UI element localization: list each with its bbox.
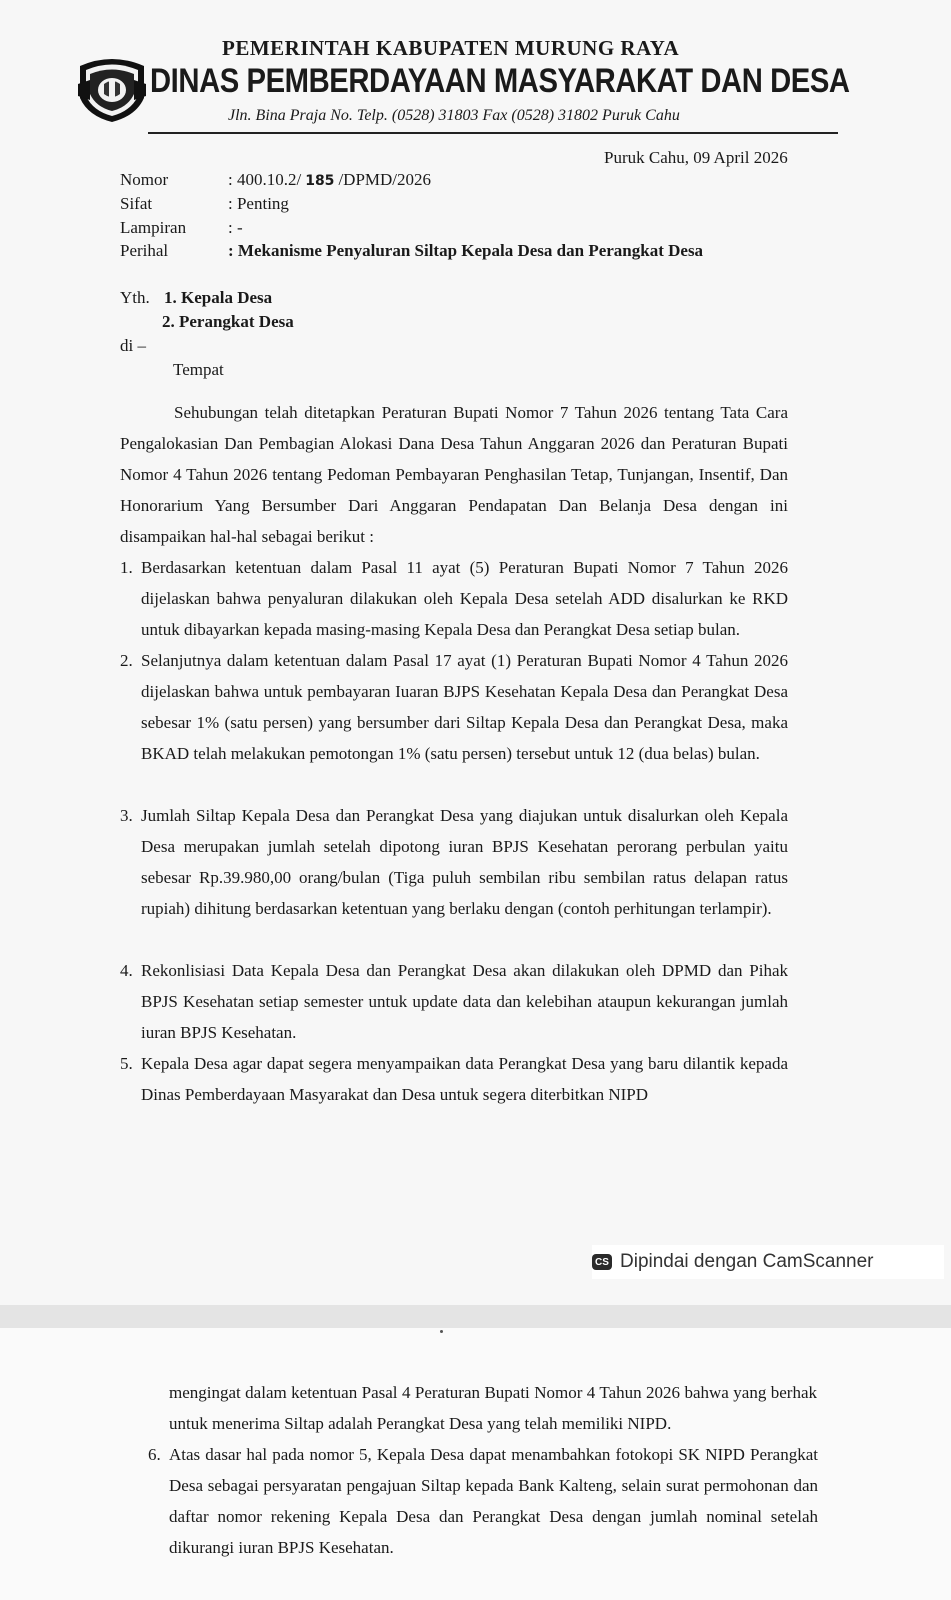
list-item-3: 3. Jumlah Siltap Kepala Desa dan Perangkat Desa yang diajukan untuk disalurkan oleh Kepala Desa merupakan jumlah setelah dipotong iuran BPJS Kesehatan perorang perbulan yaitu sebesar Rp.39.980,00 orang/bulan (Tiga puluh sembilan ribu sembilan ratus delapan ratus rupiah) dihitung berdasarkan ketentuan yang berlaku dengan (contoh perhitungan terlampir). [120,806,788,918]
list-item-2: 2. Selanjutnya dalam ketentuan dalam Pasal 17 ayat (1) Peraturan Bupati Nomor 4 Tahun 2026 dijelaskan bahwa untuk pembayaran Iuaran BJPS Kesehatan Kepala Desa dan Perangkat Desa sebesar 1% (satu persen) yang bersumber dari Siltap Kepala Desa dan Perangkat Desa, maka BKAD telah melakukan pemotongan 1% (satu persen) tersebut untuk 12 (dua belas) bulan. [120,651,788,763]
list-item-4: 4. Rekonlisiasi Data Kepala Desa dan Perangkat Desa akan dilakukan oleh DPMD dan Pihak BPJS Kesehatan setiap semester untuk update data dan kelebihan ataupun kekurangan jumlah iuran BPJS Kesehatan. [120,961,788,1042]
scan-speck [440,1330,443,1333]
recipient-2: 2. Perangkat Desa [162,312,294,331]
list-item-1: 1. Berdasarkan ketentuan dalam Pasal 11 ayat (5) Peraturan Bupati Nomor 7 Tahun 2026 dijelaskan bahwa penyaluran dilakukan oleh Kepala Desa setelah ADD disalurkan ke RKD untuk dibayarkan kepada masing-masing Kepala Desa dan Perangkat Desa setiap bulan. [120,558,788,639]
list-item-5: 5. Kepala Desa agar dapat segera menyampaikan data Perangkat Desa yang baru dilantik kepada Dinas Pemberdayaan Masyarakat dan Desa untuk segera diterbitkan NIPD [120,1054,788,1104]
meta-lampiran: Lampiran : - [120,218,243,237]
recipient-1: 1. Kepala Desa [164,288,273,307]
page-gap [0,1305,951,1328]
watermark-text: Dipindai dengan CamScanner [620,1251,874,1272]
regency-emblem-icon [76,54,148,124]
meta-nomor: Nomor : 400.10.2/ 185 /DPMD/2026 [120,170,432,189]
letterhead-address: Jln. Bina Praja No. Telp. (0528) 31803 Fax (0528) 31802 Puruk Cahu [228,107,680,124]
yth-label: Yth. [120,288,150,307]
meta-perihal: Perihal : Mekanisme Penyaluran Siltap Kepala Desa dan Perangkat Desa [120,241,704,260]
letterhead-government: PEMERINTAH KABUPATEN MURUNG RAYA [222,36,680,60]
tempat-label: Tempat [173,360,224,379]
list-item-6: 6. Atas dasar hal pada nomor 5, Kepala Desa dapat menambahkan fotokopi SK NIPD Perangkat Desa sebagai persyaratan pengajuan Siltap kepada Bank Kalteng, selain surat permohonan dan daftar nomor rekening Kepala Desa dan Perangkat Desa dengan jumlah nominal setelah dikurangi iuran BPJS Kesehatan. [148,1445,818,1557]
di-label: di – [120,336,146,355]
item-5-continuation: mengingat dalam ketentuan Pasal 4 Peraturan Bupati Nomor 4 Tahun 2026 bahwa yang berhak untuk menerima Siltap adalah Perangkat Desa yang telah memiliki NIPD. [169,1383,817,1433]
camscanner-watermark [592,1245,944,1279]
intro-paragraph: Sehubungan telah ditetapkan Peraturan Bupati Nomor 7 Tahun 2026 tentang Tata Cara Pengalokasian Dan Pembagian Alokasi Dana Desa Tahun Anggaran 2026 dan Peraturan Bupati Nomor 4 Tahun 2026 tentang Pedoman Pembayaran Penghasilan Tetap, Tunjangan, Insentif, Dan Honorarium Yang Bersumber Dari Anggaran Pendapatan Dan Belanja Desa dengan ini disampaikan hal-hal sebagai berikut : [120,403,788,546]
handwritten-number: 185 [305,173,335,189]
letterhead-agency: DINAS PEMBERDAYAAN MASYARAKAT DAN DESA [150,62,850,100]
letterhead-divider [148,132,838,134]
camscanner-icon: CS [592,1254,612,1270]
meta-sifat: Sifat : Penting [120,194,289,213]
letter-date: Puruk Cahu, 09 April 2026 [604,148,788,167]
